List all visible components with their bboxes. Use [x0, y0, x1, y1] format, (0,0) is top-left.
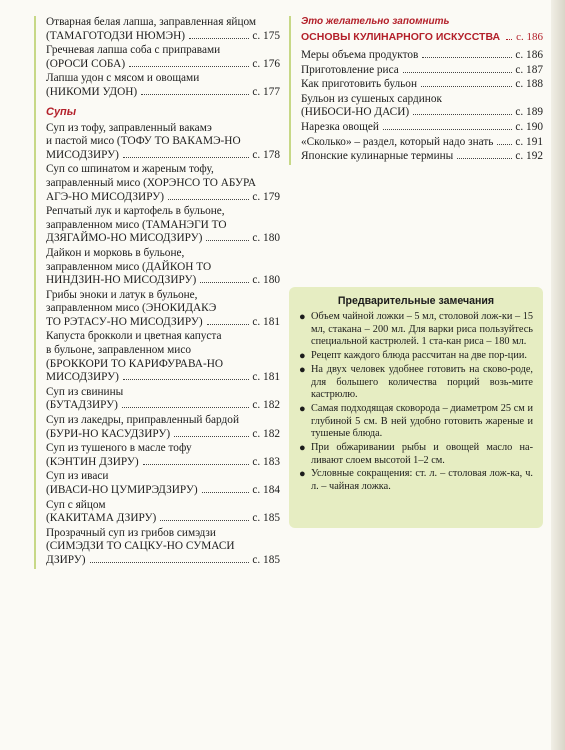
bullet-icon: ●	[299, 350, 306, 363]
entry-last-line	[46, 554, 280, 568]
entry-text-line: Прозрачный суп из грибов симэдзи	[46, 526, 216, 539]
entry-page: с. 188	[515, 78, 543, 91]
entry-text-line: Суп из иваси	[46, 470, 109, 483]
remember-label: Это желательно запомнить	[301, 16, 450, 27]
entry-text: ДЗЯГАЙМО-НО МИСОДЗИРУ)	[46, 232, 203, 245]
entry-text: НИНДЗИН-НО МИСОДЗИРУ)	[46, 274, 197, 287]
dot-leader	[202, 492, 250, 493]
toc-entry	[46, 44, 280, 71]
entry-page: с. 180	[252, 274, 280, 287]
dot-leader	[421, 86, 512, 87]
toc-entry	[46, 499, 280, 526]
note-text: Условные сокращения: ст. л. – столовая лож-ка, ч. л. – чайная ложка.	[311, 468, 533, 493]
note-item	[299, 468, 533, 493]
basics-title: ОСНОВЫ КУЛИНАРНОГО ИСКУССТВА	[301, 31, 501, 43]
dot-leader	[497, 144, 512, 145]
entry-text: (ОРОСИ СОБА)	[46, 57, 126, 70]
bullet-icon: ●	[299, 363, 306, 376]
toc-soup-entries	[46, 122, 280, 568]
toc-entry	[46, 330, 280, 384]
entry-text-line: Суп из тушеного в масле тофу	[46, 442, 192, 455]
entry-page: с. 175	[252, 29, 280, 42]
entry-last-line	[301, 150, 543, 164]
entry-last-line	[46, 58, 280, 72]
dot-leader	[174, 436, 249, 437]
dot-leader	[206, 240, 249, 241]
entry-text: Как приготовить бульон	[301, 78, 417, 91]
dot-leader	[123, 157, 249, 158]
entry-text-line: в бульоне, заправленном мисо	[46, 344, 192, 357]
entry-text-line: и пастой мисо (ТОФУ ТО ВАКАМЭ-НО	[46, 135, 241, 148]
entry-last-line	[46, 86, 280, 100]
entry-text: (КАКИТАМА ДЗИРУ)	[46, 512, 157, 525]
entry-text: (КЭНТИН ДЗИРУ)	[46, 455, 139, 468]
bullet-icon: ●	[299, 442, 306, 455]
dot-leader	[207, 324, 250, 325]
note-item	[299, 442, 533, 467]
bullet-icon: ●	[299, 468, 306, 481]
dot-leader	[168, 199, 249, 200]
entry-last-line	[46, 232, 280, 246]
entry-text-line: заправленном мисо (ТАМАНЭГИ ТО	[46, 218, 227, 231]
preliminary-notes-box	[289, 287, 543, 528]
entry-last-line	[46, 484, 280, 498]
entry-page: с. 180	[252, 232, 280, 245]
entry-text-line: Суп с яйцом	[46, 498, 106, 511]
note-text: Самая подходящая сковорода – диаметром 25 см и глубиной 5 см. В ней удобно готовить жареные и тушеные блюда.	[311, 402, 533, 440]
toc-entry	[46, 72, 280, 99]
entry-text: МИСОДЗИРУ)	[46, 371, 119, 384]
entry-text: (ИВАСИ-НО ЦУМИРЭДЗИРУ)	[46, 484, 198, 496]
entry-last-line	[46, 274, 280, 288]
toc-entry	[46, 163, 280, 204]
entry-text-line: Суп со шпинатом и жареным тофу,	[46, 163, 214, 176]
entry-page: с. 184	[252, 484, 280, 496]
entry-text: ДЗИРУ)	[46, 553, 86, 566]
entry-last-line	[46, 399, 280, 413]
note-text: На двух человек удобнее готовить на сково-роде, для большего количества порций возь-мите кастрюлю.	[311, 363, 533, 401]
entry-last-line	[46, 456, 280, 470]
note-item	[299, 364, 533, 402]
entry-text-line: Бульон из сушеных сардинок	[301, 92, 442, 105]
note-text: Рецепт каждого блюда рассчитан на две пор-ции.	[311, 350, 527, 362]
notes-list	[299, 311, 533, 494]
entry-text-line: Суп из тофу, заправленный вакамэ	[46, 121, 212, 134]
entry-last-line	[301, 121, 543, 135]
entry-text: «Сколько» – раздел, который надо знать	[301, 135, 494, 148]
entry-page: с. 176	[252, 57, 280, 70]
entry-text: Японские кулинарные термины	[301, 150, 454, 163]
entry-last-line	[46, 149, 280, 163]
notes-title: Предварительные замечания	[337, 295, 495, 307]
entry-text-line: Капуста брокколи и цветная капуста	[46, 330, 222, 343]
entry-text: МИСОДЗИРУ)	[46, 148, 119, 161]
dot-leader	[122, 407, 249, 408]
entry-text: (ТАМАГОТОДЗИ НЮМЭН)	[46, 29, 186, 42]
entry-page: с. 189	[515, 106, 543, 119]
entry-last-line	[46, 512, 280, 526]
entry-page: с. 185	[252, 553, 280, 566]
entry-page: с. 186	[515, 49, 543, 61]
entry-page: с. 177	[252, 85, 280, 98]
note-item	[299, 311, 533, 349]
entry-text-line: Суп из лакедры, приправленный бардой	[46, 414, 240, 427]
entry-text-line: заправленный мисо (ХОРЭНСО ТО АБУРА	[46, 176, 257, 189]
entry-text: (БУРИ-НО КАСУДЗИРУ)	[46, 427, 171, 440]
entry-text-line: Грибы эноки и латук в бульоне,	[46, 288, 198, 301]
note-text: При обжаривании рыбы и овощей масло на-ливают слоем высотой 1–2 см.	[311, 442, 533, 466]
section-title-soups: Супы	[46, 105, 77, 118]
toc-right-column	[289, 16, 543, 165]
toc-left-column	[34, 16, 280, 569]
entry-last-line	[301, 64, 543, 78]
entry-text: (НИБОСИ-НО ДАСИ)	[301, 106, 410, 119]
basics-page: с. 186	[516, 31, 543, 43]
entry-page: с. 182	[252, 399, 280, 412]
entry-page: с. 187	[515, 63, 543, 76]
toc-entry	[301, 49, 543, 63]
toc-entry	[46, 247, 280, 288]
entry-last-line	[301, 136, 543, 150]
dot-leader	[422, 57, 512, 58]
dot-leader	[457, 158, 512, 159]
entry-text-line: (БРОККОРИ ТО КАРИФУРАВА-НО	[46, 357, 224, 370]
entry-text-line: Дайкон и морковь в бульоне,	[46, 246, 185, 259]
toc-entry	[301, 121, 543, 135]
entry-last-line	[46, 191, 280, 205]
dot-leader	[160, 520, 249, 521]
entry-text: (БУТАДЗИРУ)	[46, 399, 118, 412]
entry-last-line	[301, 78, 543, 92]
entry-page: с. 182	[252, 427, 280, 440]
toc-entry	[301, 150, 543, 164]
basics-heading	[301, 31, 543, 43]
entry-text: АГЭ-НО МИСОДЗИРУ)	[46, 190, 164, 203]
toc-entry	[301, 64, 543, 78]
page-edge	[551, 0, 565, 750]
entry-page: с. 181	[252, 371, 280, 384]
dot-leader	[383, 129, 512, 130]
note-item	[299, 350, 533, 363]
entry-last-line	[301, 49, 543, 63]
toc-entry	[46, 16, 280, 43]
toc-entry	[46, 527, 280, 568]
dot-leader	[141, 94, 249, 95]
entry-text: (НИКОМИ УДОН)	[46, 85, 138, 98]
entry-page: с. 178	[252, 148, 280, 161]
entry-last-line	[46, 316, 280, 330]
entry-text-line: Суп из свинины	[46, 385, 124, 398]
entry-text-line: заправленном мисо (ЭНОКИДАКЭ	[46, 302, 217, 315]
dot-leader	[143, 464, 250, 465]
toc-entry	[301, 78, 543, 92]
dot-leader	[189, 38, 249, 39]
entry-text-line: Репчатый лук и картофель в бульоне,	[46, 205, 225, 218]
note-item	[299, 403, 533, 441]
entry-page: с. 183	[252, 455, 280, 468]
entry-text: ТО РЭТАСУ-НО МИСОДЗИРУ)	[46, 315, 203, 328]
dot-leader	[123, 379, 249, 380]
entry-page: с. 192	[515, 150, 543, 163]
entry-text: Меры объема продуктов	[301, 49, 419, 61]
entry-last-line	[46, 30, 280, 44]
dot-leader	[129, 66, 249, 67]
toc-entry	[301, 136, 543, 150]
toc-entry	[46, 122, 280, 163]
toc-noodle-entries	[46, 16, 280, 100]
entry-text-line: Лапша удон с мясом и овощами	[46, 72, 200, 85]
entry-text-line: заправленном мисо (ДАЙКОН ТО	[46, 260, 212, 273]
entry-page: с. 179	[252, 190, 280, 203]
toc-entry	[46, 470, 280, 497]
dot-leader	[90, 562, 250, 563]
toc-entry	[301, 93, 543, 120]
entry-text-line: Гречневая лапша соба с приправами	[46, 44, 221, 57]
entry-text-line: (СИМЭДЗИ ТО САЦКУ-НО СУМАСИ	[46, 540, 235, 553]
entry-text: Нарезка овощей	[301, 120, 379, 133]
dot-leader	[413, 114, 512, 115]
dot-leader	[506, 39, 512, 40]
toc-entry	[46, 414, 280, 441]
entry-last-line	[46, 428, 280, 442]
entry-last-line	[301, 106, 543, 120]
entry-text-line: Отварная белая лапша, заправленная яйцом	[46, 16, 257, 28]
toc-entry	[46, 386, 280, 413]
entry-page: с. 185	[252, 512, 280, 525]
entry-page: с. 191	[515, 135, 543, 148]
toc-basics-entries	[301, 49, 543, 164]
entry-page: с. 190	[515, 120, 543, 133]
entry-page: с. 181	[252, 315, 280, 328]
bullet-icon: ●	[299, 311, 306, 323]
entry-last-line	[46, 371, 280, 385]
toc-entry	[46, 442, 280, 469]
entry-text: Приготовление риса	[301, 63, 399, 76]
dot-leader	[403, 72, 513, 73]
toc-entry	[46, 205, 280, 246]
note-text: Объем чайной ложки – 5 мл, столовой лож-ки – 15 мл, стакана – 200 мл. Для варки риса пользуйтесь специальной кастрюлей. 1 ста-кан риса – 180 мл.	[311, 311, 533, 348]
toc-entry	[46, 289, 280, 330]
bullet-icon: ●	[299, 402, 306, 415]
dot-leader	[200, 282, 249, 283]
